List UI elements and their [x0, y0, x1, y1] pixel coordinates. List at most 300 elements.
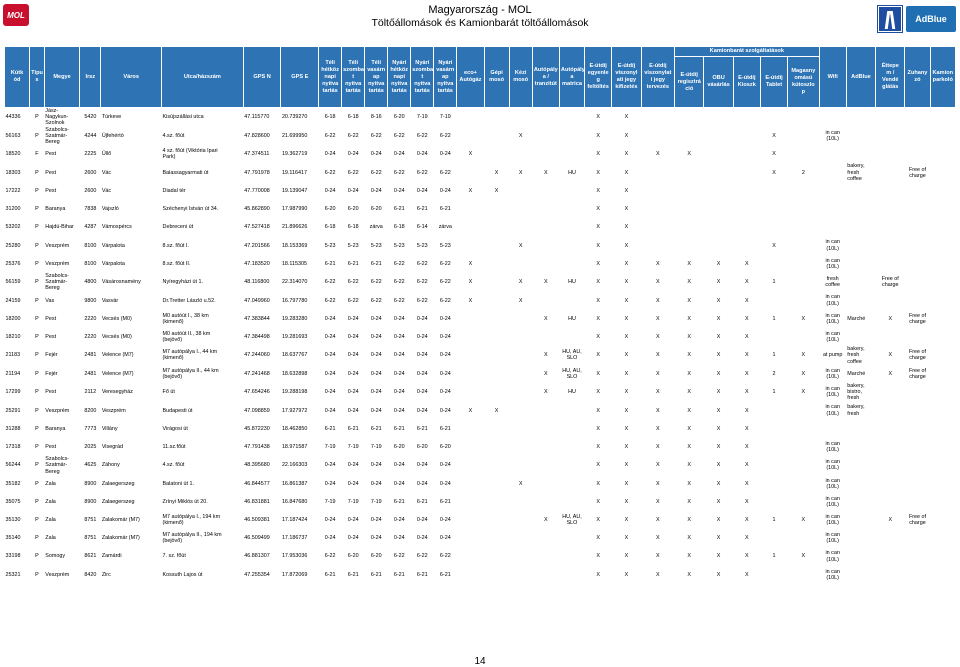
- table-cell: 4625: [84, 462, 97, 469]
- table-cell: X: [716, 480, 721, 487]
- table-cell: 6-21: [416, 206, 428, 213]
- table-cell: 0-24: [416, 370, 428, 377]
- table-cell: 0-24: [393, 151, 405, 158]
- table-cell: 0-24: [439, 188, 451, 194]
- table-cell: 0-24: [439, 370, 451, 377]
- table-cell: [532, 182, 559, 200]
- table-cell: P: [35, 553, 39, 560]
- table-cell: Fejér: [45, 370, 58, 377]
- table-cell: [457, 511, 484, 529]
- table-cell: 0-24: [347, 188, 359, 194]
- table-cell: X: [544, 370, 548, 377]
- table-cell: [846, 475, 875, 493]
- table-row: [5, 346, 956, 365]
- table-cell: [484, 346, 509, 365]
- table-cell: 6-21: [324, 425, 336, 432]
- table-cell: 6-21: [439, 425, 451, 432]
- table-cell: [509, 547, 532, 565]
- table-cell: 6-22: [324, 297, 336, 304]
- table-cell: X: [596, 443, 600, 450]
- table-cell: X: [745, 517, 749, 524]
- table-cell: [641, 182, 675, 200]
- table-cell: [509, 328, 532, 346]
- table-cell: [760, 182, 787, 200]
- table-cell: 0-24: [324, 352, 336, 359]
- table-row: [5, 547, 956, 565]
- table-cell: X: [687, 407, 692, 414]
- table-cell: 6-22: [347, 169, 359, 176]
- table-cell: Baranya: [45, 425, 66, 432]
- table-cell: X: [687, 389, 692, 396]
- table-cell: X: [596, 498, 600, 505]
- table-cell: 6-22: [393, 279, 405, 286]
- table-cell: 0-24: [347, 462, 359, 469]
- table-cell: 6-21: [416, 425, 428, 432]
- table-cell: in can (10L): [825, 367, 840, 380]
- table-cell: 6-22: [347, 279, 359, 286]
- table-cell: [846, 237, 875, 255]
- table-cell: X: [772, 169, 776, 176]
- table-cell: [876, 237, 905, 255]
- table-cell: [819, 200, 846, 218]
- table-cell: 25376: [5, 260, 21, 267]
- table-cell: 6-21: [324, 571, 336, 578]
- table-cell: 6-22: [439, 169, 451, 176]
- table-row: [5, 237, 956, 255]
- table-cell: [509, 365, 532, 383]
- table-cell: HU: [568, 169, 576, 176]
- table-cell: Zala: [45, 517, 56, 524]
- table-cell: [509, 182, 532, 200]
- table-cell: Pest: [45, 443, 57, 450]
- table-cell: [788, 438, 819, 456]
- table-cell: Zalakomár (M7): [101, 535, 140, 542]
- table-cell: 18.153369: [281, 242, 308, 249]
- table-cell: X: [801, 517, 806, 524]
- table-cell: [704, 237, 733, 255]
- table-cell: in can (10L): [825, 257, 840, 270]
- table-cell: Szabolcs- Szatmár- Bereg: [45, 126, 69, 146]
- table-cell: 6-20: [324, 206, 336, 213]
- table-cell: [788, 218, 819, 236]
- title-line-1: Magyarország - MOL: [428, 4, 532, 16]
- table-cell: 0-24: [370, 462, 382, 469]
- table-cell: Zirc: [101, 571, 111, 578]
- table-cell: X: [544, 279, 548, 286]
- table-cell: 6-18: [324, 114, 336, 121]
- table-cell: [484, 237, 509, 255]
- table-cell: 8900: [84, 480, 97, 487]
- table-cell: [930, 182, 955, 200]
- table-cell: [559, 547, 584, 565]
- table-cell: HU, AU, SLO: [562, 513, 582, 527]
- column-header: Wifi: [819, 47, 846, 108]
- table-cell: Baranya: [45, 206, 66, 213]
- table-cell: X: [468, 279, 473, 286]
- table-cell: bakery, fresh coffee: [847, 163, 865, 182]
- table-cell: X: [624, 462, 629, 469]
- table-cell: [509, 566, 532, 584]
- table-cell: X: [624, 407, 629, 414]
- table-cell: X: [687, 370, 692, 377]
- table-cell: [457, 420, 484, 438]
- table-cell: [704, 127, 733, 146]
- table-cell: X: [656, 315, 660, 322]
- table-cell: [905, 566, 930, 584]
- table-cell: X: [494, 407, 499, 414]
- table-cell: 22.314070: [281, 279, 308, 286]
- table-cell: [733, 127, 760, 146]
- table-cell: 6-22: [416, 279, 428, 286]
- table-cell: in can (10L): [825, 568, 840, 581]
- table-cell: 1: [772, 389, 776, 396]
- table-cell: in can (10L): [825, 330, 840, 344]
- table-cell: X: [716, 260, 721, 267]
- table-cell: X: [888, 315, 893, 322]
- table-cell: [457, 365, 484, 383]
- table-cell: 18.637767: [281, 352, 308, 359]
- table-cell: [846, 547, 875, 565]
- table-cell: Szabolcs- Szatmár- Bereg: [45, 456, 69, 475]
- table-cell: 6-21: [416, 571, 428, 578]
- table-cell: [760, 456, 787, 475]
- table-cell: X: [656, 443, 660, 450]
- table-cell: X: [716, 297, 721, 304]
- table-cell: [876, 383, 905, 402]
- table-cell: 2220: [84, 333, 97, 340]
- column-header: E-útdíj Kioszk: [733, 57, 760, 108]
- table-cell: 0-24: [416, 352, 428, 359]
- table-cell: P: [35, 279, 39, 286]
- table-cell: [876, 255, 905, 273]
- table-cell: 18520: [5, 151, 21, 158]
- table-cell: 6-21: [439, 498, 451, 505]
- table-cell: [484, 566, 509, 584]
- table-cell: X: [596, 315, 600, 322]
- table-cell: 0-24: [370, 517, 382, 524]
- table-cell: 19.288198: [281, 389, 308, 396]
- table-cell: [457, 200, 484, 218]
- table-cell: X: [596, 260, 600, 267]
- table-cell: in can (10L): [825, 312, 840, 325]
- table-cell: in can (10L): [825, 294, 840, 307]
- table-cell: X: [624, 114, 629, 121]
- table-row: [5, 438, 956, 456]
- table-cell: [733, 200, 760, 218]
- table-cell: in can (10L): [825, 386, 840, 399]
- table-row: [5, 511, 956, 529]
- table-cell: X: [596, 480, 600, 487]
- table-cell: 6-21: [347, 425, 359, 432]
- table-cell: X: [624, 260, 629, 267]
- table-cell: 5-23: [324, 242, 336, 249]
- table-cell: M7 autópálya I., 194 km (kimenő): [162, 513, 221, 527]
- table-cell: X: [716, 498, 721, 505]
- table-cell: X: [716, 517, 721, 524]
- table-cell: in can (10L): [825, 404, 840, 417]
- table-cell: [509, 218, 532, 236]
- table-cell: [484, 200, 509, 218]
- table-cell: [819, 182, 846, 200]
- table-cell: X: [687, 352, 692, 359]
- table-cell: 6-22: [324, 169, 336, 176]
- table-cell: X: [716, 352, 721, 359]
- table-cell: [788, 402, 819, 420]
- table-cell: [457, 493, 484, 511]
- table-cell: in can (10L): [825, 239, 840, 252]
- table-cell: 18.462850: [281, 425, 308, 432]
- table-cell: X: [624, 151, 629, 158]
- table-cell: in can (10L): [825, 513, 840, 527]
- table-row: [5, 255, 956, 273]
- table-cell: X: [745, 553, 749, 560]
- table-cell: 6-20: [393, 443, 405, 450]
- table-cell: [704, 108, 733, 127]
- mol-logo: MOL: [3, 4, 29, 26]
- table-cell: 0-24: [347, 370, 359, 377]
- table-cell: 21183: [5, 352, 21, 359]
- table-cell: [641, 108, 675, 127]
- column-header: Irsz: [80, 47, 101, 108]
- table-cell: 6-22: [347, 297, 359, 304]
- table-cell: Pest: [45, 333, 57, 340]
- table-cell: Zala: [45, 480, 56, 487]
- table-cell: 6-22: [416, 260, 428, 267]
- table-cell: Veszprém: [45, 571, 70, 578]
- table-cell: 6-22: [439, 297, 451, 304]
- table-cell: X: [518, 297, 523, 304]
- table-cell: [532, 402, 559, 420]
- table-cell: X: [596, 407, 600, 414]
- table-cell: 6-18: [324, 224, 336, 231]
- table-cell: 1: [772, 279, 776, 286]
- table-cell: 6-22: [324, 279, 336, 286]
- table-cell: [788, 475, 819, 493]
- table-cell: 6-20: [347, 206, 359, 213]
- table-cell: X: [656, 553, 660, 560]
- table-cell: 53202: [5, 224, 21, 231]
- table-cell: Hajdú-Bihar: [45, 224, 74, 231]
- table-cell: 47.201566: [244, 242, 270, 249]
- table-cell: P: [35, 571, 39, 578]
- table-cell: 0-24: [324, 188, 336, 194]
- table-cell: 25280: [5, 242, 21, 249]
- table-cell: 0-24: [393, 407, 405, 414]
- table-cell: X: [687, 517, 692, 524]
- table-cell: 16.861387: [281, 480, 308, 487]
- table-cell: HU, AU, SLO: [562, 349, 582, 362]
- table-cell: [788, 200, 819, 218]
- table-cell: 24159: [5, 297, 21, 304]
- table-cell: [641, 237, 675, 255]
- table-cell: Vác: [101, 188, 112, 194]
- column-header: Magasny omású kútoszlo p: [788, 57, 819, 108]
- table-cell: X: [624, 370, 629, 377]
- table-cell: P: [35, 333, 39, 340]
- table-cell: X: [656, 480, 660, 487]
- table-cell: 6-20: [370, 206, 382, 213]
- table-cell: 8751: [84, 517, 97, 524]
- table-cell: [484, 328, 509, 346]
- table-cell: HU: [568, 389, 576, 396]
- table-cell: [457, 475, 484, 493]
- table-cell: [905, 475, 930, 493]
- table-cell: 6-22: [416, 297, 428, 304]
- column-header: GPS E: [281, 47, 319, 108]
- table-cell: Pest: [45, 151, 57, 158]
- table-cell: 46.831881: [244, 498, 270, 505]
- table-cell: [760, 200, 787, 218]
- table-cell: 0-24: [370, 370, 382, 377]
- table-cell: 2225: [84, 151, 97, 158]
- table-cell: 2220: [84, 315, 97, 322]
- table-cell: [675, 200, 704, 218]
- table-cell: [733, 182, 760, 200]
- table-cell: P: [35, 297, 39, 304]
- table-cell: [484, 310, 509, 328]
- table-cell: [930, 566, 955, 584]
- column-header: Zuhany zó: [905, 47, 930, 108]
- table-cell: [930, 163, 955, 182]
- table-cell: [484, 365, 509, 383]
- table-cell: X: [716, 407, 721, 414]
- table-cell: 6-21: [324, 260, 336, 267]
- column-header: Nyári szomba t nyitva tartás: [411, 47, 434, 108]
- table-cell: 6-20: [347, 553, 359, 560]
- table-cell: 0-24: [370, 188, 382, 194]
- column-header: GPS N: [243, 47, 281, 108]
- table-cell: [532, 420, 559, 438]
- table-cell: P: [35, 535, 39, 542]
- table-cell: Kossuth Lajos út: [162, 571, 203, 578]
- table-cell: [760, 328, 787, 346]
- table-cell: X: [596, 279, 600, 286]
- table-cell: Jász- Nagykun- Szolnok: [45, 108, 69, 127]
- table-cell: 0-24: [439, 480, 451, 487]
- table-cell: 6-22: [393, 260, 405, 267]
- table-cell: 17.872069: [281, 571, 308, 578]
- table-cell: P: [35, 370, 39, 377]
- table-cell: Veresegyház: [101, 389, 133, 396]
- table-cell: [509, 200, 532, 218]
- table-cell: 6-21: [393, 498, 405, 505]
- table-cell: 5-23: [347, 242, 359, 249]
- table-cell: [788, 127, 819, 146]
- table-cell: [876, 493, 905, 511]
- table-cell: [532, 456, 559, 475]
- table-cell: P: [35, 188, 39, 194]
- table-cell: P: [35, 443, 39, 450]
- table-cell: bakery, bistro, fresh: [847, 382, 865, 402]
- table-cell: X: [745, 407, 749, 414]
- column-header: AdBlue: [846, 47, 875, 108]
- table-row: [5, 456, 956, 475]
- table-cell: [930, 383, 955, 402]
- table-cell: X: [745, 498, 749, 505]
- table-cell: [641, 218, 675, 236]
- table-cell: 6-22: [439, 260, 451, 267]
- table-cell: 0-24: [416, 480, 428, 487]
- table-cell: [509, 438, 532, 456]
- table-cell: [876, 218, 905, 236]
- table-cell: 19.362719: [281, 151, 308, 158]
- table-cell: 47.791978: [244, 169, 270, 176]
- table-cell: [509, 529, 532, 547]
- table-cell: 6-20: [393, 114, 405, 121]
- table-cell: X: [716, 315, 721, 322]
- table-cell: Vác: [101, 169, 112, 176]
- table-cell: Széchenyi István út 34.: [162, 206, 219, 213]
- table-cell: 25321: [5, 571, 21, 578]
- table-cell: 16.797780: [281, 297, 308, 304]
- table-cell: [876, 547, 905, 565]
- table-cell: X: [801, 315, 806, 322]
- table-cell: 35075: [5, 498, 21, 505]
- table-cell: [532, 255, 559, 273]
- table-cell: X: [624, 571, 629, 578]
- table-cell: X: [687, 315, 692, 322]
- table-cell: at pump: [822, 352, 843, 359]
- table-cell: [930, 346, 955, 365]
- page-title: [0, 4, 960, 30]
- table-cell: 0-24: [324, 462, 336, 469]
- table-cell: X: [745, 297, 749, 304]
- table-cell: [484, 547, 509, 565]
- table-cell: fresh coffee: [825, 276, 840, 289]
- table-cell: [484, 127, 509, 146]
- table-cell: 0-24: [439, 333, 451, 340]
- table-cell: [846, 292, 875, 310]
- table-cell: 7838: [84, 206, 97, 213]
- table-cell: Diadal tér: [162, 188, 186, 194]
- table-cell: [559, 292, 584, 310]
- table-row: [5, 310, 956, 328]
- table-cell: X: [801, 352, 806, 359]
- table-cell: X: [745, 315, 749, 322]
- table-cell: [876, 145, 905, 163]
- table-cell: Üllő: [101, 151, 112, 158]
- table-cell: [819, 108, 846, 127]
- table-cell: Zrínyi Miklós út 20.: [162, 498, 208, 505]
- table-cell: [484, 218, 509, 236]
- table-cell: 47.770008: [244, 188, 270, 194]
- table-cell: 47.255354: [244, 571, 270, 578]
- table-cell: [876, 163, 905, 182]
- table-cell: [905, 145, 930, 163]
- table-cell: [846, 511, 875, 529]
- table-cell: [457, 127, 484, 146]
- table-cell: Somogy: [45, 553, 66, 560]
- table-cell: 47.241468: [244, 370, 270, 377]
- table-cell: Dr.Tretter László u.52.: [162, 297, 216, 304]
- column-header: Kútk ód: [5, 47, 30, 108]
- table-cell: 6-21: [393, 425, 405, 432]
- table-cell: [760, 420, 787, 438]
- table-cell: in can (10L): [825, 550, 840, 563]
- table-cell: 4.sz. főút: [162, 132, 185, 139]
- table-cell: X: [596, 206, 600, 213]
- table-cell: [876, 182, 905, 200]
- table-cell: 47.527418: [244, 224, 270, 231]
- table-cell: X: [656, 333, 660, 340]
- table-cell: X: [745, 352, 749, 359]
- table-cell: X: [716, 279, 721, 286]
- table-cell: 48.395680: [244, 462, 270, 469]
- table-cell: [788, 273, 819, 292]
- table-cell: [559, 566, 584, 584]
- table-cell: [559, 456, 584, 475]
- table-cell: 7-19: [370, 443, 382, 450]
